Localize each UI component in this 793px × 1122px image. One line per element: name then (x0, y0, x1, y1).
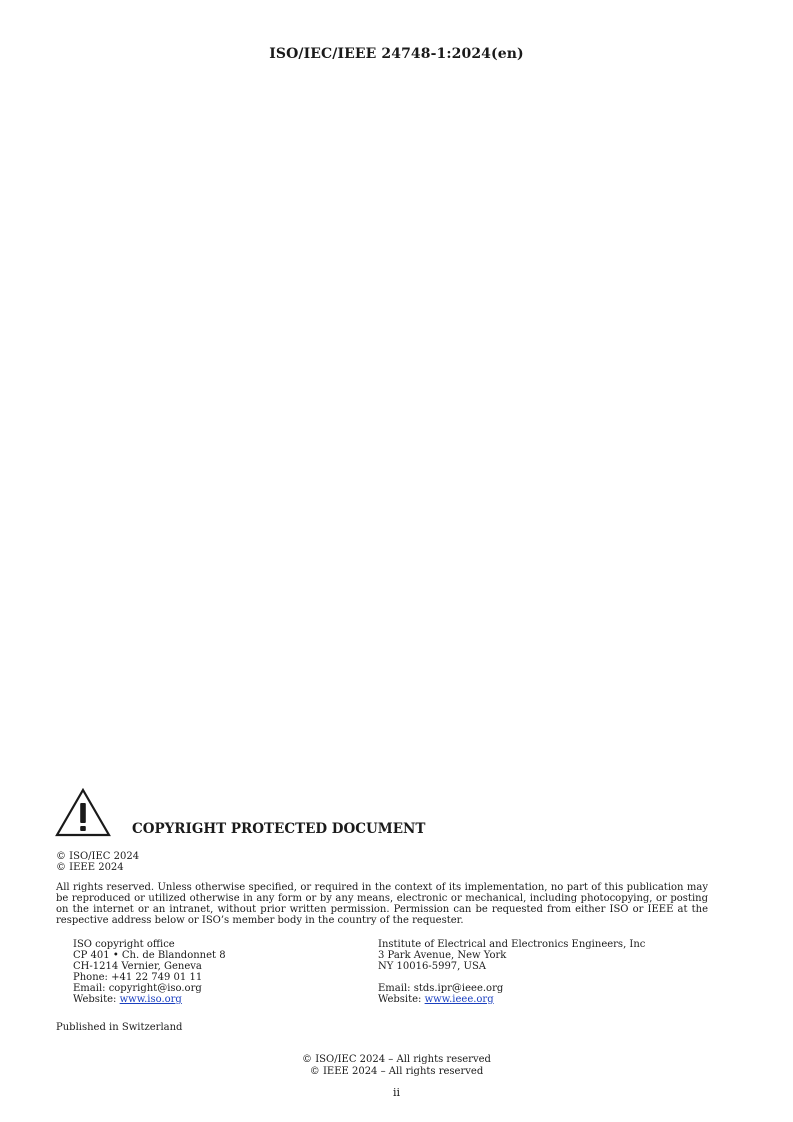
ieee-email: Email: stds.ipr@ieee.org (378, 983, 504, 994)
ieee-city: NY 10016-5997, USA (378, 961, 487, 972)
iso-website (73, 994, 226, 1005)
page-footer (0, 1054, 793, 1077)
footer-copyright-iso-iec: © ISO/IEC 2024 – All rights reserved (302, 1054, 491, 1065)
iso-website-label: Website: (73, 994, 120, 1005)
rights-statement: All rights reserved. Unless otherwise specified, or required in the context of its implementation, no part of this publication may be reproduced or utilized otherwise in any form or by any means, electronic or mechanical, including photocopying, or posting on the internet or an intranet, without prior written permission. Permission can be requested from either ISO or IEEE at the respective address below or ISO’s member body in the country of the requester. (56, 882, 708, 926)
iso-street: CP 401 • Ch. de Blandonnet 8 (73, 950, 226, 961)
ieee-blank-line (378, 972, 645, 983)
copyright-lines (56, 851, 708, 873)
ieee-address-block (378, 939, 645, 1005)
iso-address-block (73, 939, 226, 1005)
ieee-street: 3 Park Avenue, New York (378, 950, 507, 961)
footer-copyright-ieee: © IEEE 2024 – All rights reserved (309, 1065, 484, 1077)
warning-triangle-icon (55, 788, 111, 838)
iso-email: Email: copyright@iso.org (73, 983, 202, 994)
copyright-heading: COPYRIGHT PROTECTED DOCUMENT (132, 821, 426, 837)
iso-phone: Phone: +41 22 749 01 11 (73, 972, 203, 983)
copyright-line-ieee: © IEEE 2024 (56, 862, 124, 873)
ieee-institute-name: Institute of Electrical and Electronics Engineers, Inc (378, 939, 646, 950)
document-id-header: ISO/IEC/IEEE 24748-1:2024(en) (269, 46, 524, 62)
ieee-website-link[interactable]: www.ieee.org (424, 994, 494, 1005)
copyright-warning-block (55, 788, 755, 838)
ieee-website-label: Website: (378, 994, 425, 1005)
iso-website-link[interactable]: www.iso.org (119, 994, 182, 1005)
ieee-website (378, 994, 645, 1005)
copyright-line-iso-iec: © ISO/IEC 2024 (56, 851, 140, 862)
iso-office-name: ISO copyright office (73, 939, 175, 950)
published-location: Published in Switzerland (56, 1022, 183, 1033)
page-number: ii (392, 1086, 401, 1099)
iso-city: CH-1214 Vernier, Geneva (73, 961, 202, 972)
